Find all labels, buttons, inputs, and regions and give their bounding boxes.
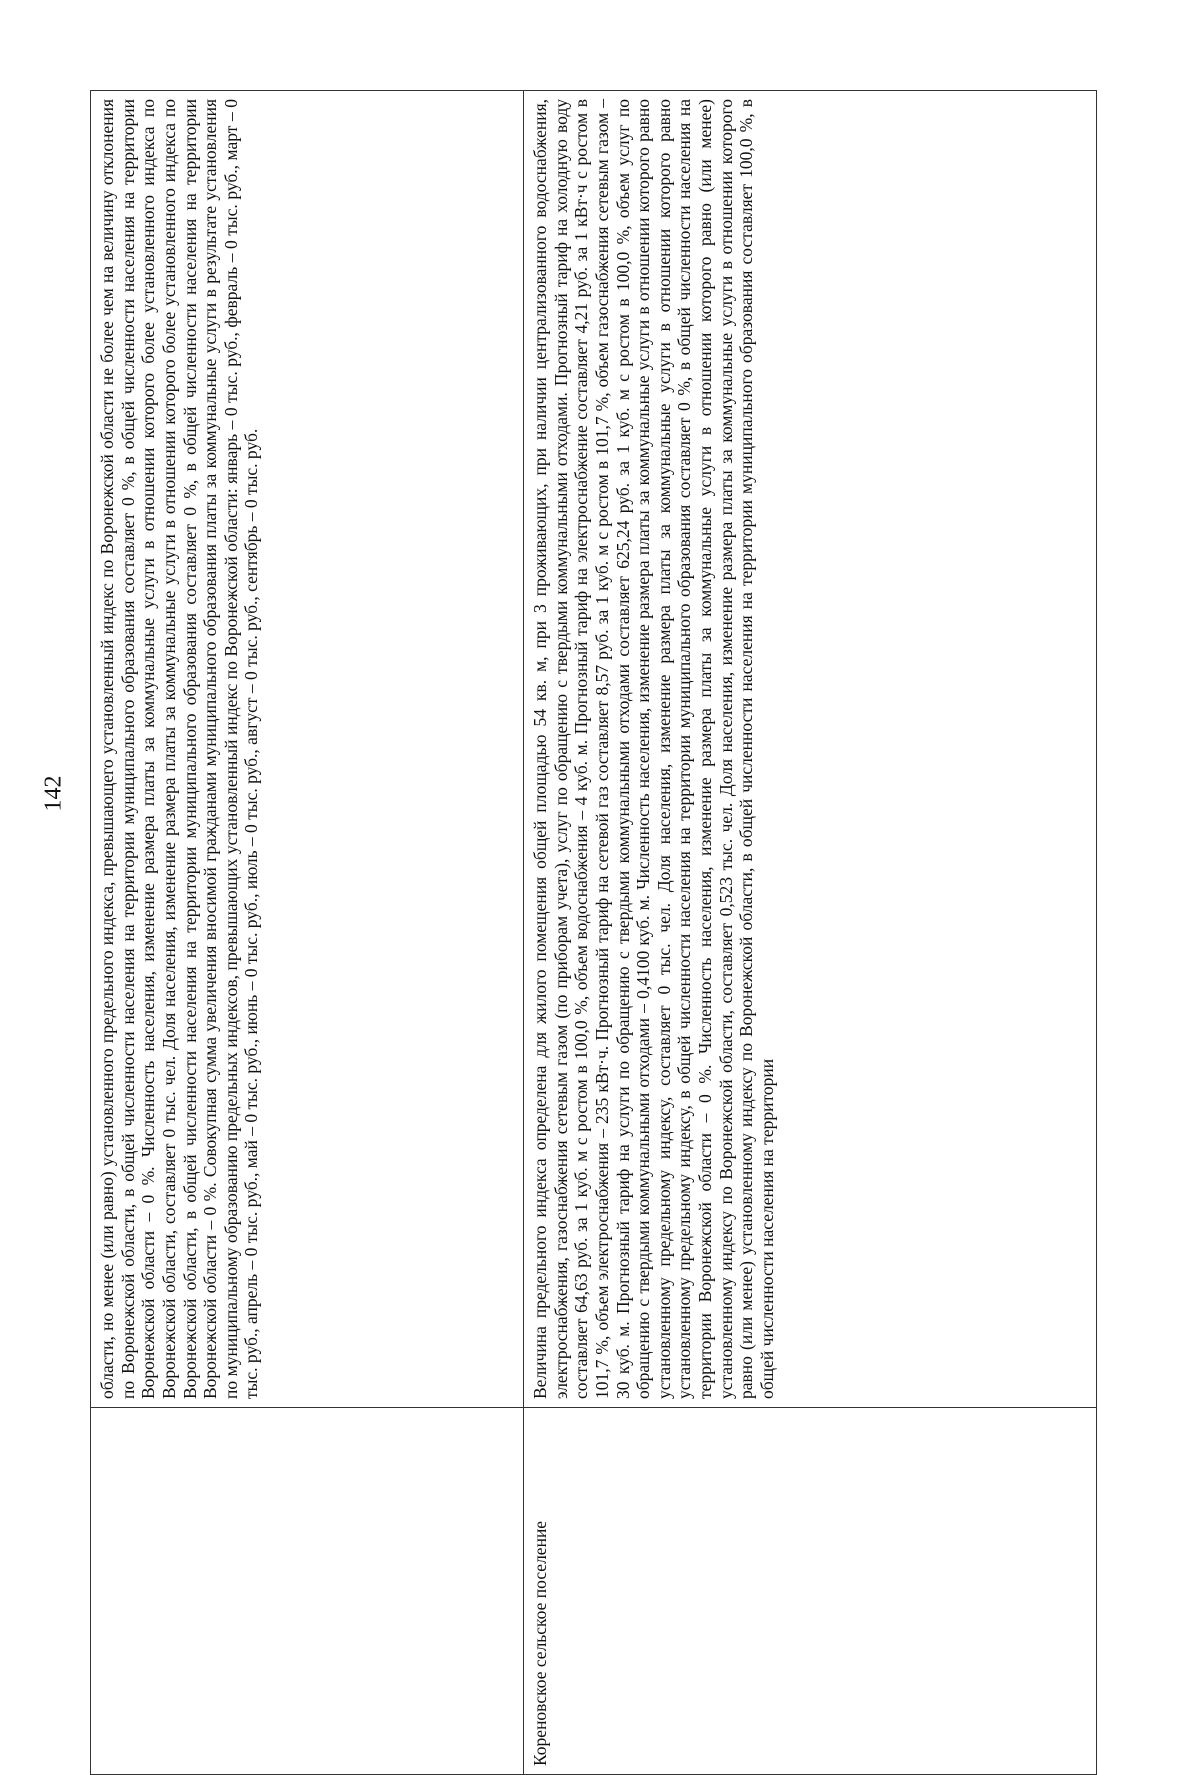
description-cell: Величина предельного индекса определена для жилого помещения общей площадью 54 кв. м, при 3 проживающих, при наличии централизованного водоснабжения, электроснабжения, газоснабжения сетевым газом (по приборам учета), услуг по обращению с твердыми коммунальными отходами. Прогнозный тариф на холодную воду составляет 64,63 руб. за 1 куб. м с ростом в 100,0 %, объем водоснабжения – 4 куб. м. Прогнозный тариф на электроснабжение составляет 4,21 руб. за 1 кВт·ч с ростом в 101,7 %, объем электроснабжения – 235 кВт·ч. Прогнозный тариф на сетевой газ составляет 8,57 руб. за 1 куб. м с ростом в 101,7 %, объем газоснабжения сетевым газом – 30 куб. м. Прогнозный тариф на услуги по обращению с твердыми коммунальными отходами составляет 625,24 руб. за 1 куб. м с ростом в 100,0 %, объем услуг по обращению с твердыми коммунальными отходами – 0,4100 куб. м. Численность населения, изменение размера платы за коммунальные услуги в отношении которого равно установленному предельному индексу, составляет 0 тыс. чел. Доля населения, изменение размера платы за коммунальные услуги в отношении которого равно установленному предельному индексу, в общей численности населения на территории муниципального образования составляет 0 %, в общей численности населения на территории Воронежской области – 0 %. Численность населения, изменение размера платы за коммунальные услуги в отношении которого равно (или менее) установленному индексу по Воронежской области, составляет 0,523 тыс. чел. Доля населения, изменение размера платы за коммунальные услуги в отношении которого равно (или менее) установленному индексу по Воронежской области, в общей численности населения на территории муниципального образования составляет 100,0 %, в общей численности населения на территории <box>524 91 1097 1408</box>
description-cell: области, но менее (или равно) установленного предельного индекса, превышающего установленный индекс по Воронежской области не более чем на величину отклонения по Воронежской области, в общей численности населения на территории муниципального образования составляет 0 %, в общей численности населения на территории Воронежской области – 0 %. Численность населения, изменение размера платы за коммунальные услуги в отношении которого более установленного индекса по Воронежской области, составляет 0 тыс. чел. Доля населения, изменение размера платы за коммунальные услуги в отношении которого более установленного индекса по Воронежской области, в общей численности населения на территории муниципального образования составляет 0 %, в общей численности населения на территории Воронежской области – 0 %. Совокупная сумма увеличения вносимой гражданами муниципального образования платы за коммунальные услуги в результате установления по муниципальному образованию предельных индексов, превышающих установленный индекс по Воронежской области: январь – 0 тыс. руб., февраль – 0 тыс. руб., март – 0 тыс. руб., апрель – 0 тыс. руб., май – 0 тыс. руб., июнь – 0 тыс. руб., июль – 0 тыс. руб., август – 0 тыс. руб., сентябрь – 0 тыс. руб. <box>91 91 524 1408</box>
municipality-name-cell <box>91 1408 524 1775</box>
document-table <box>90 90 1097 1775</box>
municipality-name-cell: Кореновское сельское поселение <box>524 1408 1097 1775</box>
rotated-table-container <box>90 90 1080 1775</box>
table-row <box>91 91 524 1775</box>
table-row <box>524 91 1097 1775</box>
page-number: 142 <box>40 775 67 812</box>
